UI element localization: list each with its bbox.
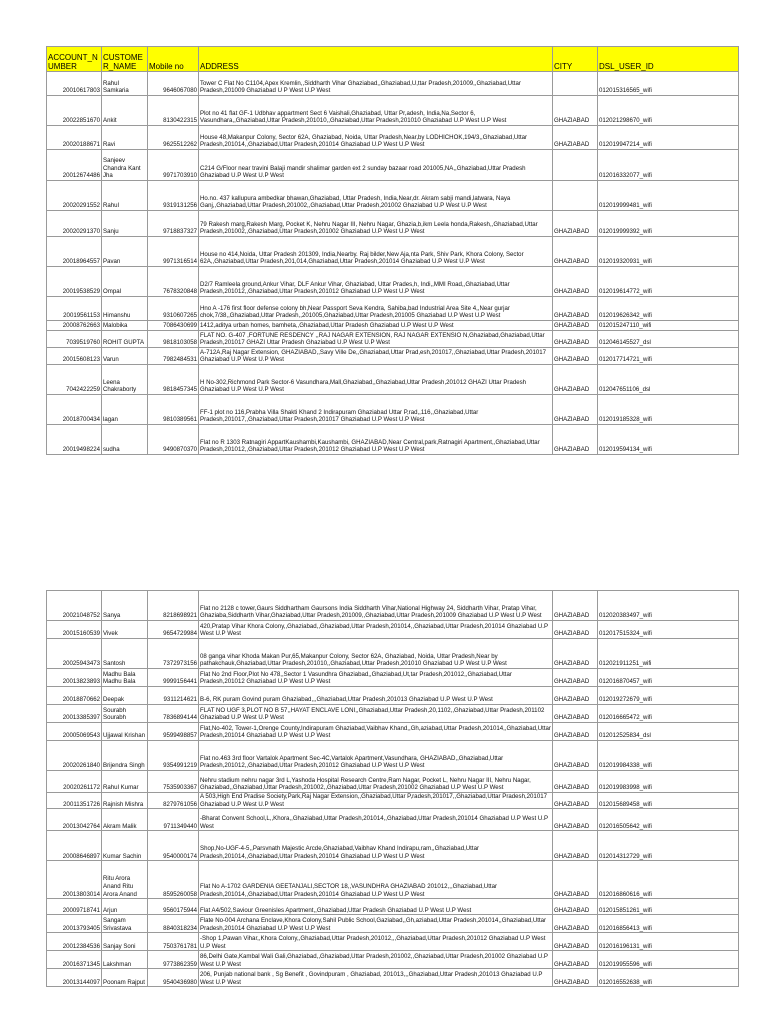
mobile-no-cell: 7372973156 <box>148 639 199 669</box>
address-cell: Flat no 2128 c tower,Gaurs Siddhartham Gaursons India Siddharth Vihar,National Highway 24, Siddharth Vihar, Pratap Vihar, Ghaziaba,Siddharth Vihar,Ghaziabad,Uttar Pradesh,201009,,Ghaziabad,Uttar Pradesh,201009 Ghaziabad U.P West U.P West <box>199 591 553 621</box>
city-cell: GHAZIABAD <box>553 237 598 267</box>
mobile-no-cell: 7982484531 <box>148 348 199 365</box>
city-cell: GHAZIABAD <box>553 591 598 621</box>
table-row <box>47 723 739 741</box>
table-row <box>47 687 739 705</box>
mobile-no-cell: 9654729984 <box>148 621 199 639</box>
mobile-no-cell: 9818103058 <box>148 331 199 348</box>
dsl-user-id-cell: 012019272679_wifi <box>598 687 739 705</box>
city-cell: GHAZIABAD <box>553 425 598 455</box>
customer-name-cell: Ankit <box>102 96 148 126</box>
table-row <box>47 969 739 987</box>
mobile-no-cell: 9625512262 <box>148 126 199 150</box>
account-number-cell: 20025943473 <box>47 639 102 669</box>
account-number-cell: 20019538529 <box>47 267 102 297</box>
dsl-user-id-cell: 012019999392_wifi <box>598 211 739 237</box>
customer-name-cell: Sourabh Sourabh <box>102 705 148 723</box>
header-account-number: ACCOUNT_NUMBER <box>47 47 102 72</box>
table-row <box>47 793 739 809</box>
city-cell: GHAZIABAD <box>553 211 598 237</box>
mobile-no-cell: 9971316514 <box>148 237 199 267</box>
customer-name-cell: Sanjeev Chandra Kant Jha <box>102 150 148 181</box>
mobile-no-cell: 8840318234 <box>148 915 199 933</box>
address-cell: -Bharat Convent School,L,,Khora,,Ghaziabad,Uttar Pradesh,201014,,Ghaziabad,Uttar Pradesh,201014 Ghaziabad U.P West U.P West <box>199 809 553 831</box>
city-cell <box>553 150 598 181</box>
table-row <box>47 899 739 915</box>
account-number-cell: 20005069543 <box>47 723 102 741</box>
customer-name-cell: sudha <box>102 425 148 455</box>
city-cell: GHAZIABAD <box>553 861 598 899</box>
address-cell: A-712A,Raj Nagar Extension, GHAZIABAD,,Savy Ville De,,Ghaziabad,Uttar Prad,esh,201017,,Ghaziabad,Uttar Pradesh,201017 Ghaziabad U.P West U.P West <box>199 348 553 365</box>
table-row <box>47 395 739 425</box>
dsl-user-id-cell: 012021298670_wifi <box>598 96 739 126</box>
table-row <box>47 621 739 639</box>
account-number-cell: 20013803014 <box>47 861 102 899</box>
account-number-cell: 20008646897 <box>47 831 102 861</box>
table-row <box>47 809 739 831</box>
city-cell <box>553 72 598 96</box>
mobile-no-cell: 9311214621 <box>148 687 199 705</box>
table-row <box>47 348 739 365</box>
table-row <box>47 365 739 395</box>
account-number-cell: 20020291552 <box>47 181 102 211</box>
account-number-cell: 20021048752 <box>47 591 102 621</box>
customer-table-1 <box>46 46 739 455</box>
dsl-user-id-cell: 012019947214_wifi <box>598 126 739 150</box>
address-cell: 1412,aditya urban homes, bamheta,,Ghaziabad,Uttar Pradesh Ghaziabad U.P West U.P West <box>199 321 553 331</box>
customer-name-cell: Ompal <box>102 267 148 297</box>
table-row <box>47 425 739 455</box>
customer-name-cell: Poonam Rajput <box>102 969 148 987</box>
account-number-cell: 20013042764 <box>47 809 102 831</box>
dsl-user-id-cell: 012017714721_wifi <box>598 348 739 365</box>
table-row <box>47 181 739 211</box>
account-number-cell: 20020261840 <box>47 741 102 771</box>
dsl-user-id-cell: 012020383497_wifi <box>598 591 739 621</box>
mobile-no-cell: 9971703910 <box>148 150 199 181</box>
dsl-user-id-cell: 012016870457_wifi <box>598 669 739 687</box>
table-row <box>47 915 739 933</box>
header-dsl-user-id: DSL_USER_ID <box>598 47 739 72</box>
mobile-no-cell: 7503761781 <box>148 933 199 951</box>
mobile-no-cell: 9711349440 <box>148 809 199 831</box>
dsl-user-id-cell: 012015247110_wifi <box>598 321 739 331</box>
dsl-user-id-cell: 012019955596_wifi <box>598 951 739 969</box>
mobile-no-cell: 7678320848 <box>148 267 199 297</box>
dsl-user-id-cell: 012016665472_wifi <box>598 705 739 723</box>
dsl-user-id-cell: 012016856413_wifi <box>598 915 739 933</box>
account-number-cell: 20010617803 <box>47 72 102 96</box>
account-number-cell: 7042422259 <box>47 365 102 395</box>
address-cell: Flat A4/502,Saviour Greenisles Apartment,,Ghaziabad,Uttar Pradesh Ghaziabad U.P West U.P West <box>199 899 553 915</box>
mobile-no-cell: 9540000174 <box>148 831 199 861</box>
city-cell: GHAZIABAD <box>553 915 598 933</box>
city-cell: GHAZIABAD <box>553 365 598 395</box>
table-body <box>47 72 739 455</box>
dsl-user-id-cell: 012016860616_wifi <box>598 861 739 899</box>
city-cell: GHAZIABAD <box>553 395 598 425</box>
customer-table-2 <box>46 590 739 987</box>
customer-name-cell: Lakshman <box>102 951 148 969</box>
address-cell: Ho.no. 437 kallupura ambedkar bhawan,Ghaziabad, Uttar Pradesh, India,Near,dr. Akram sabji mandi,latwara, Naya Ganj,,Ghaziabad,Uttar Pradesh,201002,,Ghaziabad,Uttar Pradesh,201002 Ghaziabad U.P West U.P West <box>199 181 553 211</box>
customer-name-cell: Madhu Bala Madhu Bala <box>102 669 148 687</box>
mobile-no-cell: 9646067080 <box>148 72 199 96</box>
table-row <box>47 591 739 621</box>
header-row <box>47 47 739 72</box>
mobile-no-cell: 8130422315 <box>148 96 199 126</box>
dsl-user-id-cell: 012016332077_wifi <box>598 150 739 181</box>
dsl-user-id-cell: 012019984338_wifi <box>598 741 739 771</box>
dsl-user-id-cell: 012046145527_dsl <box>598 331 739 348</box>
mobile-no-cell: 8218698921 <box>148 591 199 621</box>
customer-name-cell: Brijendra Singh <box>102 741 148 771</box>
customer-name-cell: Sanju <box>102 211 148 237</box>
account-number-cell: 20019561153 <box>47 297 102 321</box>
address-cell: 206, Punjab national bank , Sg Benefit , Govindpuram , Ghaziabad, 201013,,,Ghaziabad,Uttar Pradesh,201013 Ghaziabad U.P West U.P West <box>199 969 553 987</box>
account-number-cell: 20018870662 <box>47 687 102 705</box>
address-cell: Nehru stadium nehru nagar 3rd L,Yashoda Hospital Research Centre,Ram Nagar, Pocket L, Nehru Nagar III, Nehru Nagar, Ghaziabad,,Ghaziabad,Uttar Pradesh,201002,,Ghaziabad,Uttar Pradesh,201002 Ghaziabad U.P West U.P West <box>199 771 553 793</box>
dsl-user-id-cell: 012016196131_wifi <box>598 933 739 951</box>
spreadsheet-page-2 <box>46 590 738 987</box>
customer-name-cell: Ujjawal Krishan <box>102 723 148 741</box>
city-cell: GHAZIABAD <box>553 669 598 687</box>
address-cell: -Shop 1,Pawan Vihar,,Khora Colony,,Ghaziabad,Uttar Pradesh,201012,,,Ghaziabad,Uttar Pradesh,201012 Ghaziabad U.P West U.P West <box>199 933 553 951</box>
dsl-user-id-cell: 012012525834_dsl <box>598 723 739 741</box>
account-number-cell: 7039519760 <box>47 331 102 348</box>
city-cell: GHAZIABAD <box>553 831 598 861</box>
table-row <box>47 669 739 687</box>
mobile-no-cell: 9560175944 <box>148 899 199 915</box>
customer-name-cell: Varun <box>102 348 148 365</box>
city-cell: GHAZIABAD <box>553 96 598 126</box>
table-row <box>47 126 739 150</box>
address-cell: C214 G/Floor near travini Balaji mandir shalimar garden ext 2 sunday bazaar road 201005,NA,,Ghaziabad,Uttar Pradesh Ghaziabad U.P West U.P West <box>199 150 553 181</box>
address-cell: Shop,No-UGF-4-5,,Parsvnath Majestic Arcde,Ghaziabad,Vaibhav Khand Indirapu,ram,,Ghaziabad,Uttar Pradesh,201014,,Ghaziabad,Uttar Pradesh,201014 Ghaziabad U.P West U.P West <box>199 831 553 861</box>
address-cell: Flate No-004 Archana Enclave,Khora Colony,Sahil Public School,Gaziabad,,Gh,aziabad,Uttar Pradesh,201014,,Ghaziabad,Uttar Pradesh,201014 Ghaziabad U.P West U.P West <box>199 915 553 933</box>
city-cell: GHAZIABAD <box>553 951 598 969</box>
mobile-no-cell: 8279761056 <box>148 793 199 809</box>
account-number-cell: 20012384536 <box>47 933 102 951</box>
mobile-no-cell: 9599498857 <box>148 723 199 741</box>
account-number-cell: 20013385397 <box>47 705 102 723</box>
table-row <box>47 331 739 348</box>
city-cell: GHAZIABAD <box>553 687 598 705</box>
table-row <box>47 321 739 331</box>
city-cell: GHAZIABAD <box>553 705 598 723</box>
customer-name-cell: Pavan <box>102 237 148 267</box>
account-number-cell: 20016371345 <box>47 951 102 969</box>
mobile-no-cell: 9490870370 <box>148 425 199 455</box>
table-row <box>47 211 739 237</box>
table-row <box>47 951 739 969</box>
dsl-user-id-cell: 012017515324_wifi <box>598 621 739 639</box>
city-cell: GHAZIABAD <box>553 639 598 669</box>
account-number-cell: 20018964557 <box>47 237 102 267</box>
mobile-no-cell: 9354991219 <box>148 741 199 771</box>
city-cell: GHAZIABAD <box>553 809 598 831</box>
table-row <box>47 639 739 669</box>
table-row <box>47 237 739 267</box>
table-row <box>47 831 739 861</box>
city-cell: GHAZIABAD <box>553 771 598 793</box>
dsl-user-id-cell: 012019185328_wifi <box>598 395 739 425</box>
address-cell: Hno A -176 first floor defense colony bh,Near Passport Seva Kendra, Sahiba,bad Industrial Area Site 4,,Near gurjar chok,7/38,,Ghaziabad,Uttar Pradesh,,201005,Ghaziabad,Uttar Pradesh,201005 Ghaziabad U.P West U.P West <box>199 297 553 321</box>
customer-name-cell: Sangam Srivastava <box>102 915 148 933</box>
table-row <box>47 150 739 181</box>
account-number-cell: 20020291370 <box>47 211 102 237</box>
account-number-cell: 20022851670 <box>47 96 102 126</box>
city-cell: GHAZIABAD <box>553 126 598 150</box>
dsl-user-id-cell: 012019983998_wifi <box>598 771 739 793</box>
mobile-no-cell: 8595260058 <box>148 861 199 899</box>
account-number-cell: 20013823893 <box>47 669 102 687</box>
table-row <box>47 72 739 96</box>
dsl-user-id-cell: 012015316565_wifi <box>598 72 739 96</box>
table-row <box>47 267 739 297</box>
mobile-no-cell: 9810389561 <box>148 395 199 425</box>
address-cell: FF-1 plot no 116,Prabha Villa Shakti Khand 2 Indirapuram Ghaziabad Uttar P,rad,,116,,Ghaziabad,Uttar Pradesh,201017,,Ghaziabad,Uttar Pradesh,201017 Ghaziabad U.P West U.P West <box>199 395 553 425</box>
mobile-no-cell: 9310607265 <box>148 297 199 321</box>
table-row <box>47 771 739 793</box>
address-cell: House no 414,Noida, Uttar Pradesh 201309, India,Nearby. Raj bilder,New Aja,nta Park, Shiv Park, Khora Colony, Sector 62A,,Ghaziabad,Uttar Pradesh,201,014,Ghaziabad,Uttar Pradesh,201014 Ghaziabad U.P West U.P West <box>199 237 553 267</box>
address-cell: Flat No 2nd Floor,Plot No 478,,Sector 1 Vasundhra Ghaziabad,,Ghaziabad,Ut,tar Pradesh,201012,,Ghaziabad,Uttar Pradesh,201012 Ghaziabad U.P West U.P West <box>199 669 553 687</box>
address-cell: FLAT NO. G-407 ,FORTUNE RESDENCY ,,RAJ NAGAR EXTENSION, RAJ NAGAR EXTENSIO N,Ghaziabad,Ghaziabad,Uttar Pradesh,201017 GHAZI Uttar Pradesh Ghaziabad U.P West U.P West <box>199 331 553 348</box>
account-number-cell: 20013144097 <box>47 969 102 987</box>
account-number-cell: 20015160539 <box>47 621 102 639</box>
account-number-cell: 20015608123 <box>47 348 102 365</box>
account-number-cell: 20020188671 <box>47 126 102 150</box>
dsl-user-id-cell: 012021911251_wifi <box>598 639 739 669</box>
mobile-no-cell: 7535903367 <box>148 771 199 793</box>
account-number-cell: 20008762663 <box>47 321 102 331</box>
table-body <box>47 591 739 987</box>
city-cell: GHAZIABAD <box>553 621 598 639</box>
address-cell: FLAT NO UGF 3,PLOT NO B 57,,HAYAT ENCLAVE LONI,,Ghaziabad,Uttar Pradesh,20,1102,,Ghaziabad,Uttar Pradesh,201102 Ghaziabad U.P West U.P West <box>199 705 553 723</box>
account-number-cell: 20012674486 <box>47 150 102 181</box>
city-cell <box>553 181 598 211</box>
mobile-no-cell: 7086430699 <box>148 321 199 331</box>
account-number-cell: 20011351726 <box>47 793 102 809</box>
customer-name-cell: Santosh <box>102 639 148 669</box>
table-row <box>47 705 739 723</box>
customer-name-cell: Ravi <box>102 126 148 150</box>
customer-name-cell: Deepak <box>102 687 148 705</box>
address-cell: 420,Pratap Vihar Khora Colony,,Ghaziabad,,Ghaziabad,Uttar Pradesh,201014,,Ghaziabad,Uttar Pradesh,201014 Ghaziabad U.P West U.P West <box>199 621 553 639</box>
dsl-user-id-cell: 012016505642_wifi <box>598 809 739 831</box>
customer-name-cell: ROHIT GUPTA <box>102 331 148 348</box>
dsl-user-id-cell: 012015851261_wifi <box>598 899 739 915</box>
city-cell: GHAZIABAD <box>553 267 598 297</box>
mobile-no-cell: 9773862359 <box>148 951 199 969</box>
dsl-user-id-cell: 012016552638_wifi <box>598 969 739 987</box>
table-row <box>47 933 739 951</box>
mobile-no-cell: 7836894144 <box>148 705 199 723</box>
customer-name-cell: Akram Malik <box>102 809 148 831</box>
address-cell: Plot no 41 flat GF-1 Udbhav appartment Sect 6 Vaishali,Ghaziabad, Uttar Pr,adesh, India,Na,Sector 6, Vasundhara,,Ghaziabad,Uttar Pradesh,201010,,Ghaziabad,Uttar Pradesh,201010 Ghaziabad U.P West U.P West <box>199 96 553 126</box>
table-row <box>47 741 739 771</box>
account-number-cell: 20018700434 <box>47 395 102 425</box>
dsl-user-id-cell: 012019320931_wifi <box>598 237 739 267</box>
address-cell: B-6, RK puram Govind puram Ghaziabad,,,Ghaziabad,Uttar Pradesh,201013 Ghaziabad U.P West U.P West <box>199 687 553 705</box>
address-cell: House 48,Makanpur Colony, Sector 62A, Ghaziabad, Noida, Uttar Pradesh,Near,by LODHICHOK,194/3,,Ghaziabad,Uttar Pradesh,201014,,Ghaziabad,Uttar Pradesh,201014 Ghaziabad U.P West U.P West <box>199 126 553 150</box>
address-cell: A 503,High End Pradise Society,Park,Raj Nagar Extension,,Ghaziabad,Uttar P,radesh,201017,,Ghaziabad,Uttar Pradesh,201017 Ghaziabad U.P West U.P West <box>199 793 553 809</box>
header-customer-name: CUSTOMER_NAME <box>102 47 148 72</box>
mobile-no-cell: 9999156441 <box>148 669 199 687</box>
customer-name-cell: Rahul Samkaria <box>102 72 148 96</box>
customer-name-cell: Rahul <box>102 181 148 211</box>
city-cell: GHAZIABAD <box>553 969 598 987</box>
dsl-user-id-cell: 012019999481_wifi <box>598 181 739 211</box>
dsl-user-id-cell: 012047651106_dsl <box>598 365 739 395</box>
table-row <box>47 96 739 126</box>
address-cell: Flat no.463 3rd floor Vartalok Apartment Sec-4C,Vartalok Apartment,Vasundhara, GHAZIABAD,,Ghaziabad,Uttar Pradesh,201012,,Ghaziabad,Uttar Pradesh,201012 Ghaziabad U.P West U.P West <box>199 741 553 771</box>
city-cell: GHAZIABAD <box>553 297 598 321</box>
customer-name-cell: Kumar Sachin <box>102 831 148 861</box>
city-cell: GHAZIABAD <box>553 933 598 951</box>
account-number-cell: 20020261172 <box>47 771 102 793</box>
address-cell: 08 ganga vihar Khoda Makan Pur,65,Makanpur Colony, Sector 62A, Ghaziabad, Noida, Uttar Pradesh,Near by pathakchauk,Ghaziabad,Uttar Pradesh,201010,,Ghaziabad,Uttar Pradesh,201010 Ghaziabad U.P West U.P West <box>199 639 553 669</box>
city-cell: GHAZIABAD <box>553 331 598 348</box>
account-number-cell: 20009718741 <box>47 899 102 915</box>
dsl-user-id-cell: 012019626342_wifi <box>598 297 739 321</box>
header-city: CITY <box>553 47 598 72</box>
account-number-cell: 20013793405 <box>47 915 102 933</box>
address-cell: 86,Delhi Gate,Kambal Wali Gali,Ghaziabad,,Ghaziabad,Uttar Pradesh,201002,,Ghaziabad,Uttar Pradesh,201002 Ghaziabad U.P West U.P West <box>199 951 553 969</box>
dsl-user-id-cell: 012019594134_wifi <box>598 425 739 455</box>
mobile-no-cell: 9818457345 <box>148 365 199 395</box>
customer-name-cell: Rajnish Mishra <box>102 793 148 809</box>
customer-name-cell: Leena Chakraborty <box>102 365 148 395</box>
customer-name-cell: Sanjay Soni <box>102 933 148 951</box>
address-cell: H No-302,Richmond Park Sector-6 Vasundhara,Mall,Ghaziabad,,Ghaziabad,Uttar Pradesh,201012 GHAZI Uttar Pradesh Ghaziabad U.P West U.P West <box>199 365 553 395</box>
customer-name-cell: Ritu Arora Anand Ritu Arora Anand <box>102 861 148 899</box>
address-cell: Flat No A-1702 GARDENIA GEETANJALI,SECTOR 18,,VASUNDHRA GHAZIABAD 201012,,,Ghaziabad,Uttar Pradesh,201014,,Ghaziabad,Uttar Pradesh,201014 Ghaziabad U.P West U.P West <box>199 861 553 899</box>
customer-name-cell: Vivek <box>102 621 148 639</box>
address-cell: Tower C Flat No C1104,Apex Kremlin,,Siddharth Vihar Ghaziabad,,Ghaziabad,U,ttar Pradesh,201009,,Ghaziabad,Uttar Pradesh,201009 Ghaziabad U P West U.P West <box>199 72 553 96</box>
customer-name-cell: Rahul Kumar <box>102 771 148 793</box>
customer-name-cell: lagan <box>102 395 148 425</box>
city-cell: GHAZIABAD <box>553 741 598 771</box>
city-cell: GHAZIABAD <box>553 321 598 331</box>
customer-name-cell: Malobika <box>102 321 148 331</box>
city-cell: GHAZIABAD <box>553 723 598 741</box>
header-mobile-no: Mobile no <box>148 47 199 72</box>
address-cell: 79 Rakesh marg,Rakesh Marg, Pocket K, Nehru Nagar III, Nehru Nagar, Ghazia,b,ikm Leela honda,Rakesh,,Ghaziabad,Uttar Pradesh,201002,,Ghaziabad,Uttar Pradesh,201002 Ghaziabad U.P West U.P West <box>199 211 553 237</box>
customer-name-cell: Sanya <box>102 591 148 621</box>
table-row <box>47 861 739 899</box>
address-cell: Flat no R 1303 Ratnagiri AppartKaushambi,Kaushambi, GHAZIABAD,Near Central,park,Ratnagiri Apartment,,Ghaziabad,Uttar Pradesh,201012,,Ghaziabad,Uttar Pradesh,201012 Ghaziabad U.P West U.P West <box>199 425 553 455</box>
spreadsheet-page-1 <box>46 46 738 455</box>
dsl-user-id-cell: 012019614772_wifi <box>598 267 739 297</box>
account-number-cell: 20019498224 <box>47 425 102 455</box>
city-cell: GHAZIABAD <box>553 348 598 365</box>
customer-name-cell: Arjun <box>102 899 148 915</box>
customer-name-cell: Himanshu <box>102 297 148 321</box>
mobile-no-cell: 9718837327 <box>148 211 199 237</box>
table-row <box>47 297 739 321</box>
address-cell: Flat,No-402, Tower-1,Orenge County,Indirapuram Ghaziabad,Vaibhav Khand,,Gh,aziabad,Uttar Pradesh,201014,,Ghaziabad,Uttar Pradesh,201014 Ghaziabad U.P West U.P West <box>199 723 553 741</box>
mobile-no-cell: 9540436980 <box>148 969 199 987</box>
city-cell: GHAZIABAD <box>553 899 598 915</box>
mobile-no-cell: 9319131256 <box>148 181 199 211</box>
dsl-user-id-cell: 012015689458_wifi <box>598 793 739 809</box>
address-cell: D2/7 Ramleela ground,Ankur Vihar, DLF Ankur Vihar, Ghaziabad, Uttar Prades,h, Indi,,MMI Road,,Ghaziabad,Uttar Pradesh,201012,,Ghaziabad,Uttar Pradesh,201012 Ghaziabad U.P West U.P West <box>199 267 553 297</box>
dsl-user-id-cell: 012014312729_wifi <box>598 831 739 861</box>
city-cell: GHAZIABAD <box>553 793 598 809</box>
header-address: ADDRESS <box>199 47 553 72</box>
